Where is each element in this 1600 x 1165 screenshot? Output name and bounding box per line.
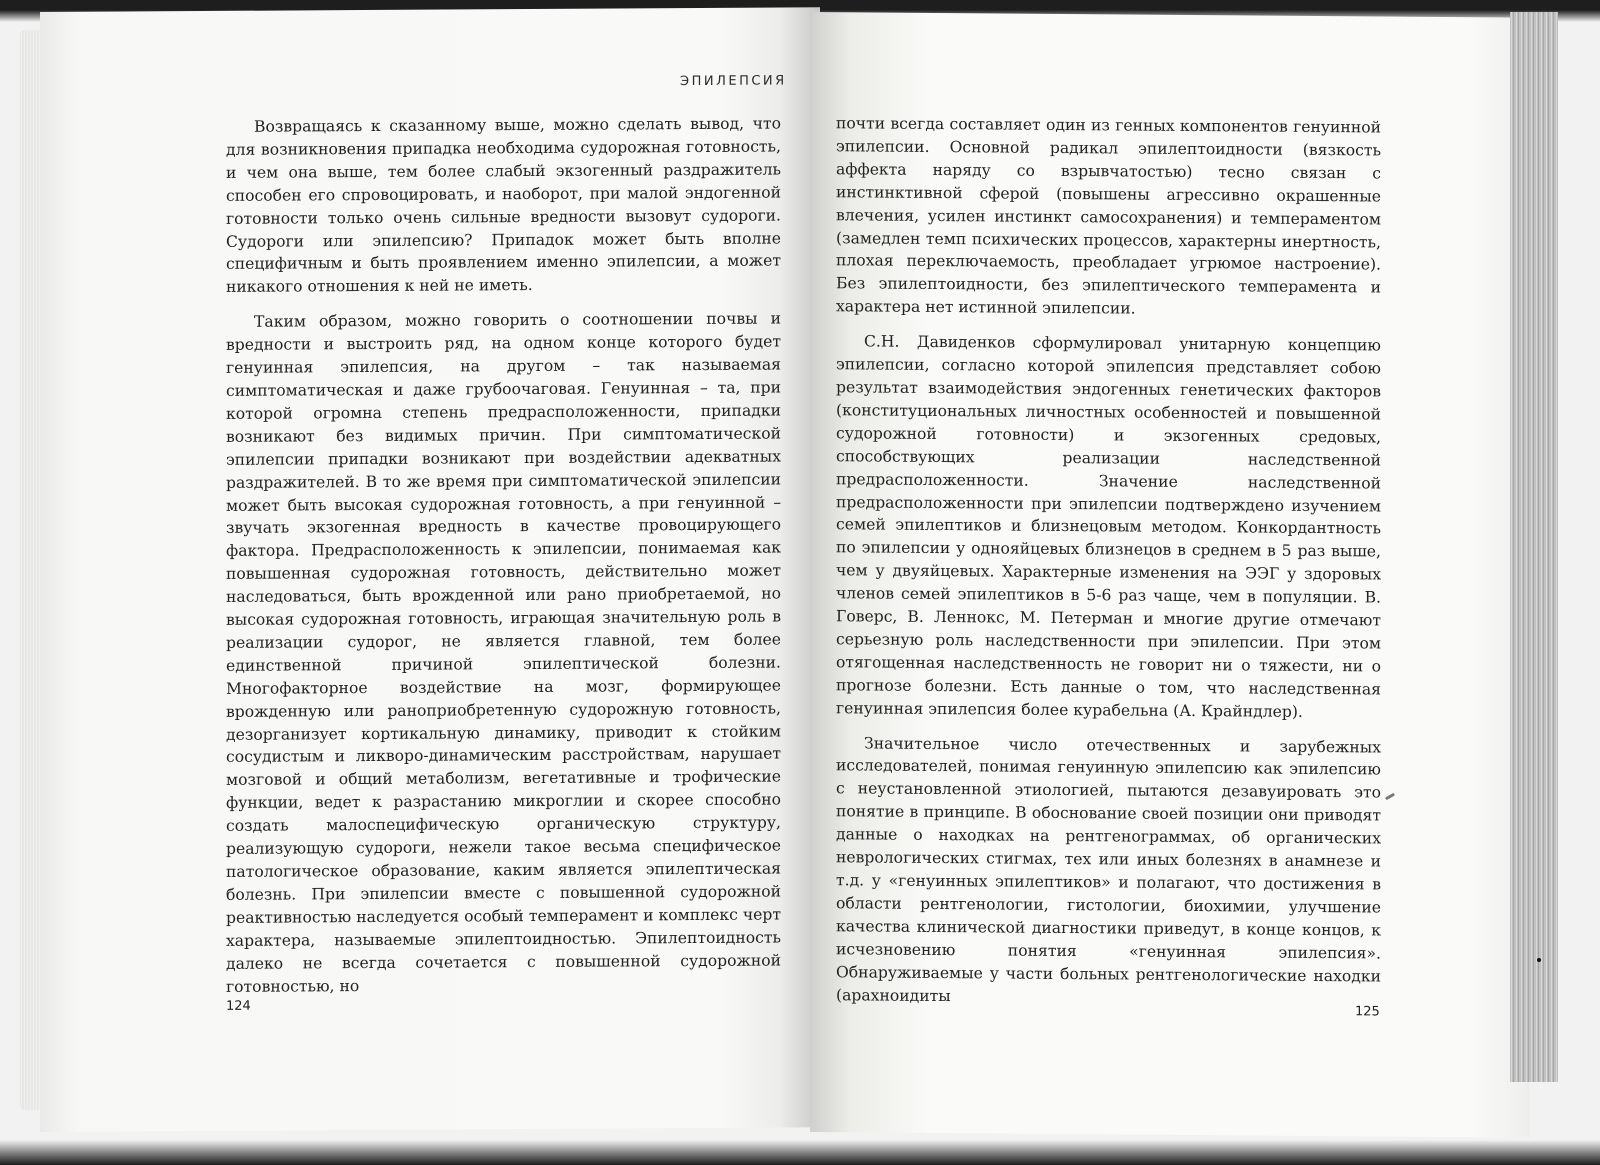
right-page-edges: [1510, 12, 1558, 1082]
paragraph: С.Н. Давиденков сформулировал унитарную концепцию эпилепсии, согласно которой эпилепсия представляет собою результат взаимодействия эндогенных генетических факторов (конституциональных личностных особенностей и повышенной судорожной готовности) и экзогенных средовых, способствующих реализации наследственной предрасположенности. Значение наследственной предрасположенности при эпилепсии подтверждено изучением семей эпилептиков и близнецовым методом. Конкордантность по эпилепсии у однояйцевых близнецов в среднем в 5 раз выше, чем у двуяйцевых. Характерные изменения на ЭЭГ у здоровых членов семей эпилептиков в 5-6 раз чаще, чем в популяции. В. Говерс, В. Леннокс, М. Петерман и многие другие отмечают серьезную роль наследственности при эпилепсии. При этом отягощенная наследственность не говорит ни о тяжести, ни о прогнозе болезни. Есть данные о том, что наследственная генуинная эпилепсия более курабельна (А. Крайндлер).: [836, 332, 1381, 721]
page-number: 124: [226, 998, 251, 1014]
open-book: [20, 12, 1560, 1142]
paragraph: почти всегда составляет один из генных компонентов генуинной эпилепсии. Основной радикал эпилептоидности (вязкость аффекта наряду со взрывчатостью) тесно связан с инстинктивной сферой (повышены агрессивно окрашенные влечения, усилен инстинкт самосохранения) и темпераментом (замедлен темп психических процессов, характерны инертность, плохая переключаемость, преобладает угрюмое настроение). Без эпилептоидности, без эпилептического темперамента и характера нет истинной эпилепсии.: [836, 114, 1381, 318]
scan-artifact: [1537, 958, 1541, 962]
running-head: ЭПИЛЕПСИЯ: [680, 73, 787, 90]
right-page: [810, 12, 1530, 1138]
page-number: 125: [1355, 1004, 1380, 1020]
left-page: [40, 7, 820, 1132]
paragraph: Значительное число отечественных и зарубежных исследователей, понимая генуинную эпилепсию как эпилепсию с неустановленной этиологией, пытаются дезавуировать это понятие в принципе. В обоснование своей позиции они приводят данные о находках на рентгенограммах, об органических неврологических стигмах, тех или иных болезнях в анамнезе и т.д. у «генуинных эпилептиков» и полагают, что достижения в области рентгенологии, гистологии, биохимии, улучшение качества клинической диагностики приведут, в конце концов, к исчезновению понятия «генуинная эпилепсия». Обнаруживаемые у части больных рентгенологические находки (арахноидиты: [836, 733, 1381, 1005]
right-text-column: [836, 112, 1381, 1023]
paragraph: Возвращаясь к сказанному выше, можно сделать вывод, что для возникновения припадка необходима судорожная готовность, и чем она выше, тем более слабый экзогенный раздражитель способен его спровоцировать, и наоборот, при малой эндогенной готовности только очень сильные вредности вызовут судороги. Судороги или эпилепсию? Припадок может быть вполне специфичным и быть проявлением именно эпилепсии, а может никакого отношения к ней не иметь.: [226, 114, 781, 297]
left-text-column: [226, 112, 781, 1010]
paragraph: Таким образом, можно говорить о соотношении почвы и вредности и выстроить ряд, на одном конце которого будет генуинная эпилепсия, на другом – так называемая симптоматическая и даже грубоочаговая. Генуинная – та, при которой огромна степень предрасположенности, припадки возникают без видимых причин. При симптоматической эпилепсии припадки возникают при воздействии адекватных раздражителей. В то же время при симптоматической эпилепсии может быть высокая судорожная готовность, а при генуинной – звучать экзогенная вредность в качестве провоцирующего фактора. Предрасположенность к эпилепсии, понимаемая как повышенная судорожная готовность, действительно может наследоваться, быть врожденной или рано приобретаемой, но высокая судорожная готовность, играющая значительную роль в реализации судорог, не является главной, тем более единственной причиной эпилептической болезни. Многофакторное воздействие на мозг, формирующее врожденную или раноприобретенную судорожную готовность, дезорганизует кортикальную динамику, приводит к стойким сосудистым и ликворо-динамическим расстройствам, нарушает мозговой и общий метаболизм, вегетативные и трофические функции, ведет к разрастанию микроглии и скорее способно создать малоспецифическую органическую структуру, реализующую судороги, нежели такое весьма специфическое патологическое образование, каким является эпилептическая болезнь. При эпилепсии вместе с повышенной судорожной реактивностью наследуется особый темперамент и комплекс черт характера, называемые эпилептоидностью. Эпилептоидность далеко не всегда сочетается с повышенной судорожной готовностью, но: [226, 309, 781, 996]
